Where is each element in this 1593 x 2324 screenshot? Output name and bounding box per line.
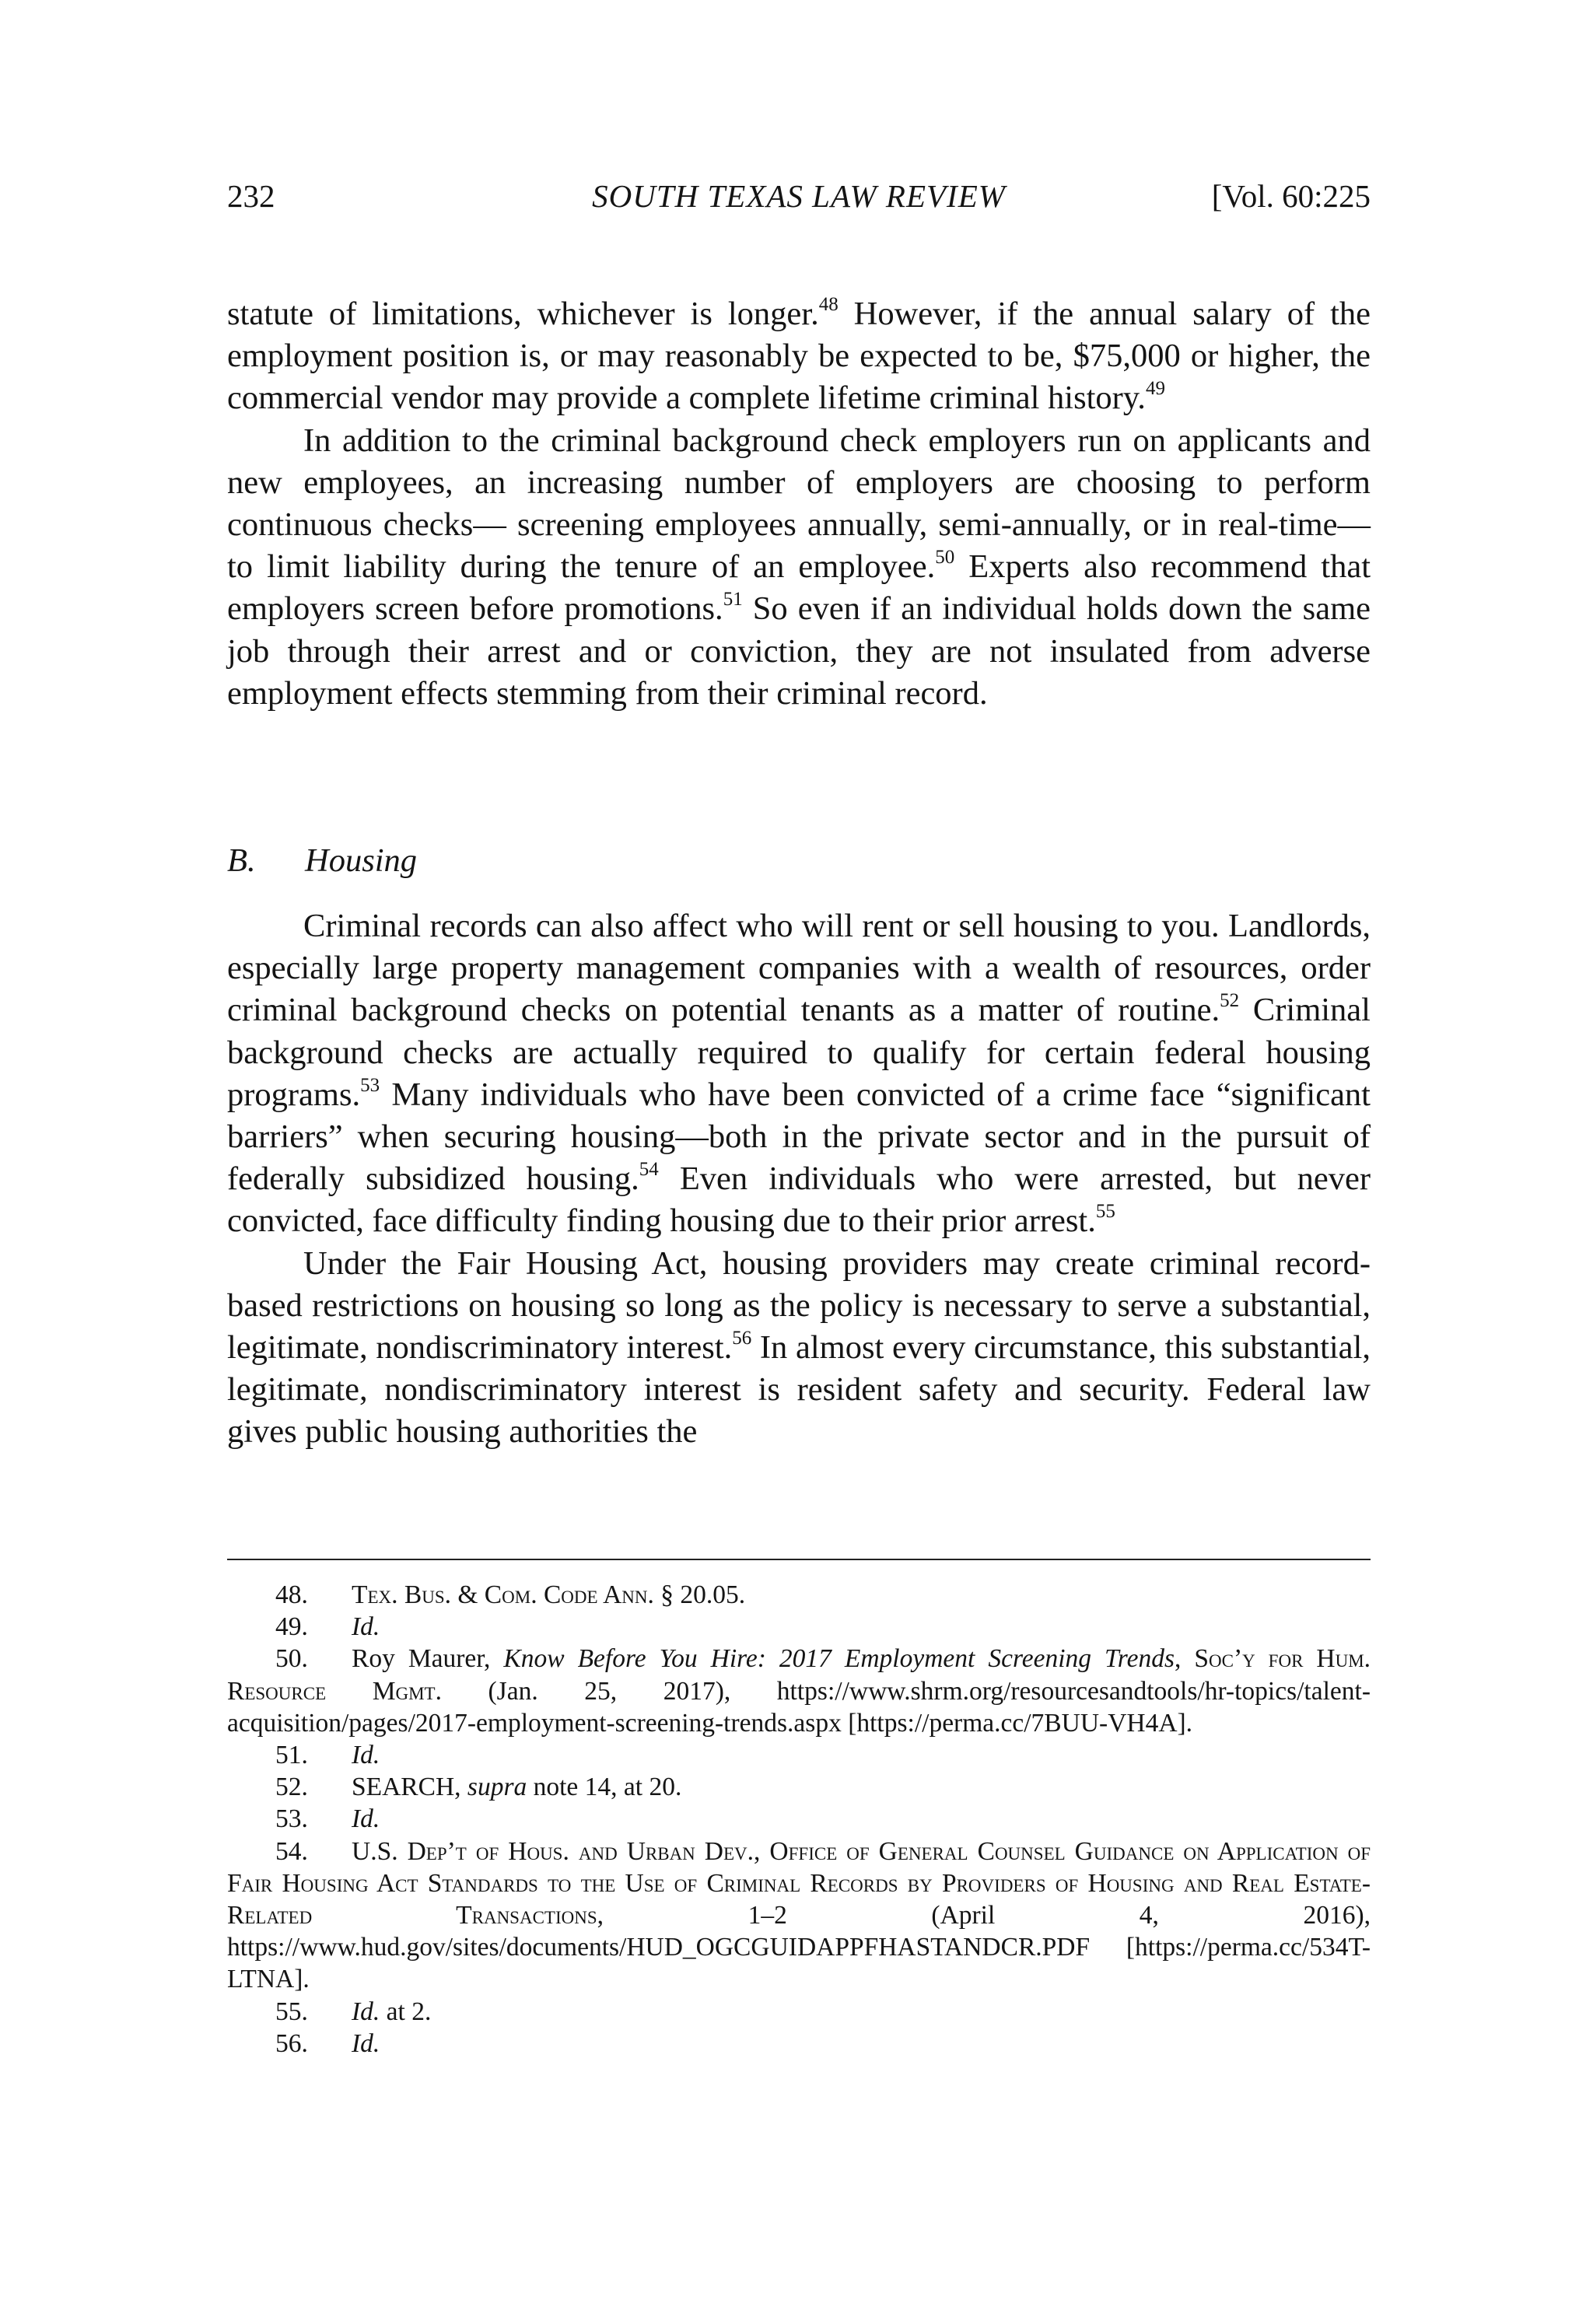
- footnote-divider: [227, 1559, 1371, 1560]
- footnote-ref-56[interactable]: 56: [732, 1328, 752, 1349]
- footnote-54: [227, 1836, 1371, 1996]
- footnote-ref-52[interactable]: 52: [1220, 990, 1240, 1012]
- footnote-53: [227, 1803, 1371, 1835]
- footnote-48: [227, 1579, 1371, 1611]
- footnote-ref-50[interactable]: 50: [935, 547, 955, 569]
- footnote-number: 54.: [275, 1836, 308, 1866]
- section-title: Housing: [305, 842, 418, 879]
- footnote-ref-53[interactable]: 53: [360, 1074, 380, 1096]
- running-header: [227, 173, 1371, 219]
- footnote-citation-link[interactable]: (Jan. 25, 2017), https://www.shrm.org/resourcesandtools/hr-topics/talent-acquisition/pages/2017-employment-screening-trends.aspx [https://perma.cc/7BUU-VH4A].: [227, 1676, 1371, 1738]
- volume-citation: [Vol. 60:225: [1211, 178, 1371, 214]
- footnote-ref-51[interactable]: 51: [723, 589, 743, 611]
- footnote-number: 53.: [275, 1804, 308, 1834]
- page-number: 232: [227, 178, 275, 214]
- footnote-50: 50. Roy Maurer, Know Before You Hire: 2017 Employment Screening Trends, Soc’y for Hum. Resource Mgmt. (Jan. 25, 2017), https://www.shrm.org/resourcesandtools/hr-topics/talent-acquisition/pages/2017-employment-screening-trends.aspx [https://perma.cc/7BUU-VH4A].: [227, 1644, 1371, 1738]
- section-heading: [227, 840, 417, 882]
- footnote-author: Roy Maurer,: [352, 1644, 504, 1674]
- footnote-56: [227, 2028, 1371, 2060]
- footnotes: [227, 1579, 1371, 2060]
- journal-title: SOUTH TEXAS LAW REVIEW: [592, 178, 1006, 214]
- footnote-article-title: Know Before You Hire: 2017 Employment Screening Trends: [503, 1644, 1175, 1674]
- body-text-lower: [227, 905, 1371, 1454]
- footnote-text: Id.: [352, 1804, 380, 1834]
- footnote-52: 52. SEARCH, supra note 14, at 20.: [227, 1771, 1371, 1803]
- footnote-number: 56.: [275, 2028, 308, 2058]
- footnote-source: U.S. Dep’t of Hous. and Urban Dev., Office of General Counsel Guidance on Application of Fair Housing Act Standards to the Use of Criminal Records by Providers of Housing and Real Estate-Related Transactions: [227, 1836, 1371, 1930]
- paragraph-3: Criminal records can also affect who will rent or sell housing to you. Landlords, especially large property management companies with a wealth of resources, order criminal background checks on potential tenants as a matter of routine.$^{52}$ Criminal background checks are actually required to qualify for certain federal housing programs.$^{53}$ Many individuals who have been convicted of a crime face “significant barriers” when securing housing—both in the private sector and in the pursuit of federally subsidized housing.$^{54}$ Even individuals who were arrested, but never convicted, face difficulty finding housing due to their prior arrest.$^{55}$: [227, 908, 1371, 1240]
- paragraph-2: In addition to the criminal background check employers run on applicants and new employees, an increasing number of employers are choosing to perform continuous checks— screening employees annually, semi-annually, or in real-time—to limit liability during the tenure of an employee.$^{50}$ Experts also recommend that employers screen before promotions.$^{51}$ So even if an individual holds down the same job through their arrest and or conviction, they are not insulated from adverse employment effects stemming from their criminal record.: [227, 422, 1371, 712]
- footnote-number: 49.: [275, 1612, 308, 1642]
- footnote-ref-48[interactable]: 48: [818, 294, 839, 315]
- footnote-49: [227, 1611, 1371, 1643]
- paragraph-1: statute of limitations, whichever is longer.$^{48}$ However, if the annual salary of the employment position is, or may reasonably be expected to be, $75,000 or higher, the commercial vendor may provide a complete lifetime criminal history.$^{49}$: [227, 294, 1371, 417]
- footnote-ref-55[interactable]: 55: [1095, 1201, 1115, 1223]
- paragraph-4: Under the Fair Housing Act, housing providers may create criminal record-based restrictions on housing so long as the policy is necessary to serve a substantial, legitimate, nondiscriminatory interest.$^{56}$ In almost every circumstance, this substantial, legitimate, nondiscriminatory interest is resident safety and security. Federal law gives public housing authorities the: [227, 1244, 1371, 1451]
- footnote-citation-link[interactable]: , 1–2 (April 4, 2016), https://www.hud.gov/sites/documents/HUD_OGCGUIDAPPFHASTANDCR.PDF [https://perma.cc/534T-LTNA].: [227, 1901, 1371, 1994]
- footnote-text: Tex. Bus. & Com. Code Ann. § 20.05.: [352, 1580, 746, 1609]
- footnote-51: [227, 1739, 1371, 1771]
- footnote-number: 52.: [275, 1773, 308, 1802]
- footnote-ref-49[interactable]: 49: [1145, 378, 1165, 400]
- footnote-publisher: Soc’y for Hum. Resource Mgmt.: [227, 1644, 1371, 1706]
- section-letter: B.: [227, 842, 256, 879]
- footnote-number: 55.: [275, 1997, 308, 2026]
- footnote-text: Id.: [352, 2028, 380, 2058]
- footnote-number: 48.: [275, 1580, 308, 1609]
- footnote-text: Id.: [352, 1741, 380, 1770]
- footnote-ref-54[interactable]: 54: [639, 1159, 659, 1181]
- body-text-upper: [227, 293, 1371, 715]
- footnote-number: 50.: [275, 1644, 308, 1674]
- footnote-number: 51.: [275, 1741, 308, 1770]
- footnote-55: 55. Id. at 2.: [227, 1996, 1371, 2028]
- footnote-text: Id.: [352, 1612, 380, 1642]
